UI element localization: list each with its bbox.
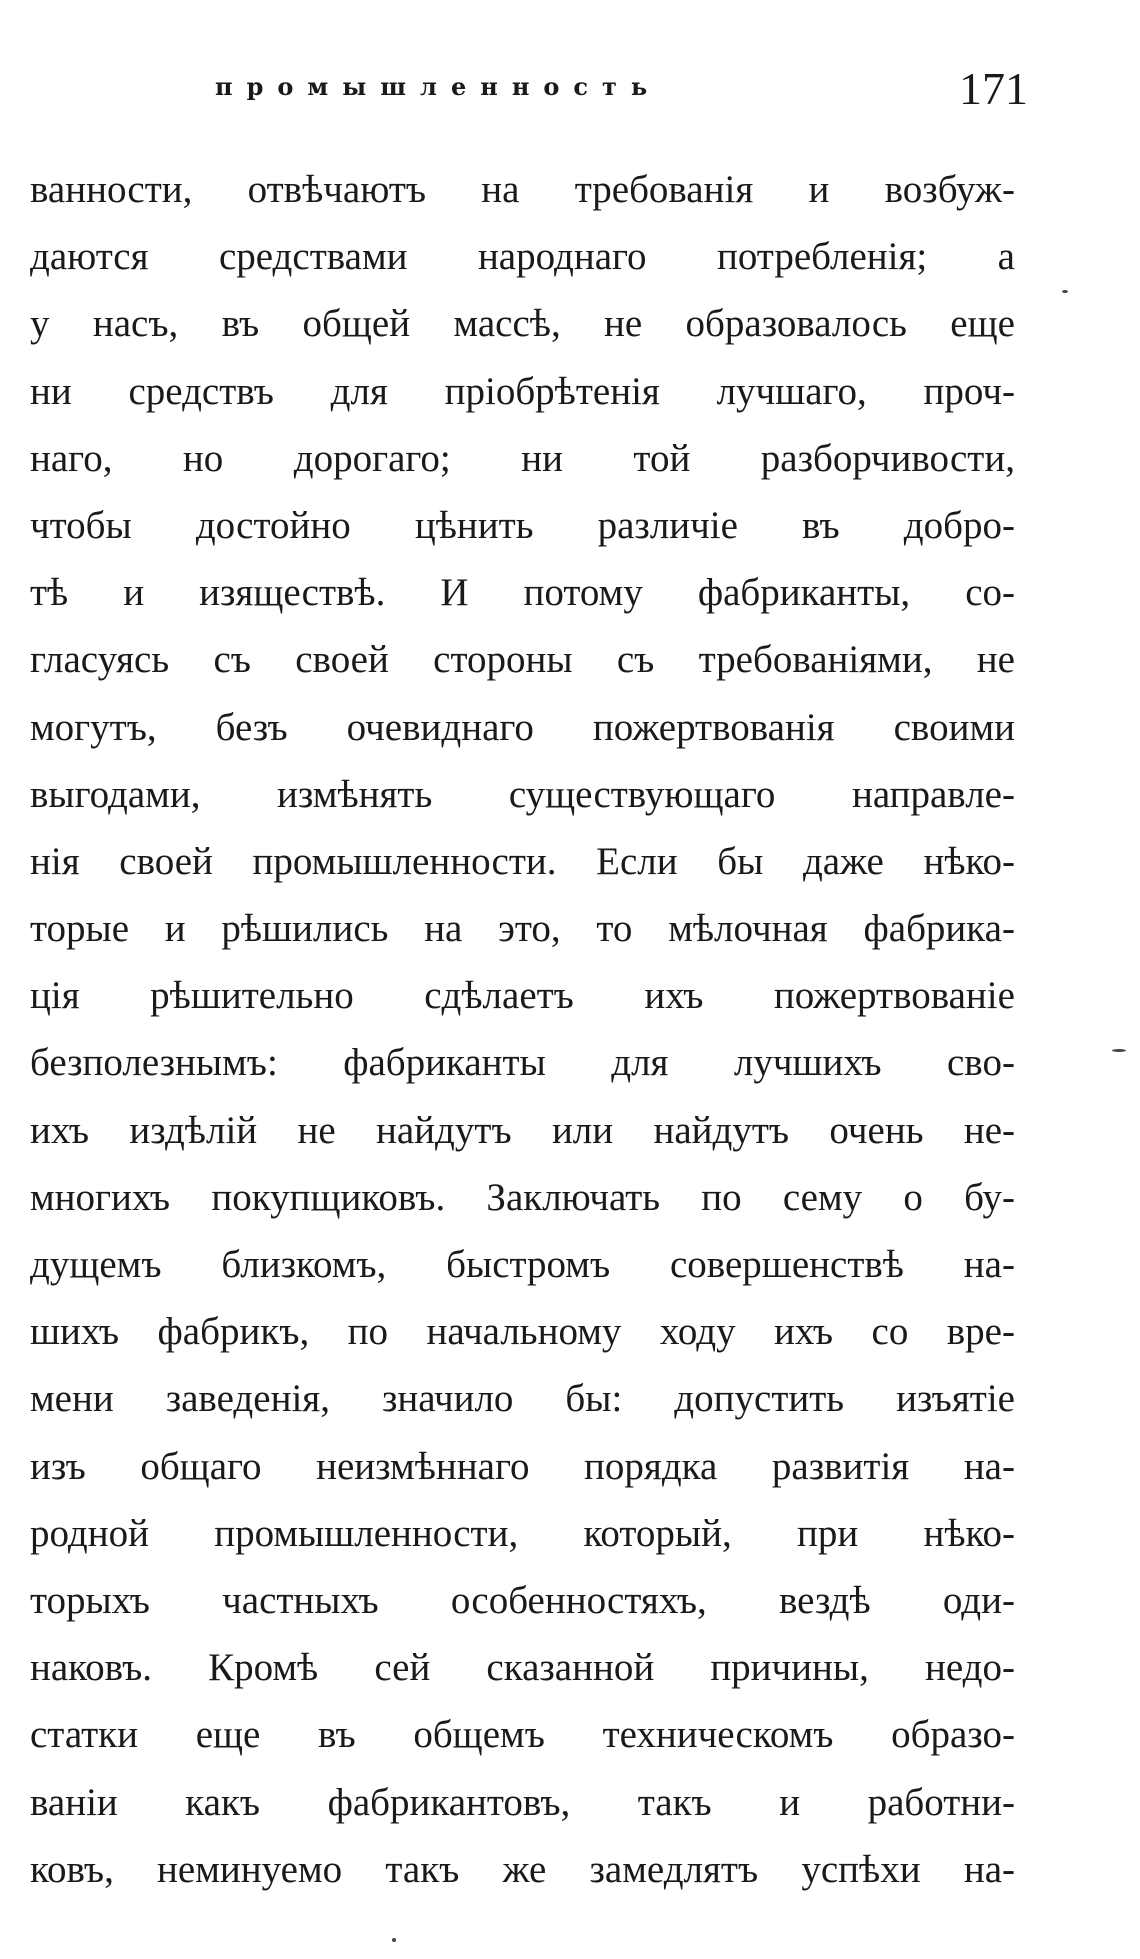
running-head-title: промышленность <box>215 72 662 101</box>
word: Заключать <box>486 1175 661 1219</box>
word: совершенствѣ <box>669 1243 904 1286</box>
word: по <box>701 1175 742 1219</box>
word: еще <box>195 1713 261 1757</box>
text-line <box>30 223 1015 290</box>
word: близкомъ, <box>221 1243 387 1286</box>
word: частныхъ <box>222 1578 379 1622</box>
word: сдѣлаетъ <box>424 974 574 1018</box>
word: своей <box>119 839 213 883</box>
word: это, <box>498 907 561 951</box>
word: ихъ <box>774 1310 834 1354</box>
word: дорогаго; <box>293 436 451 480</box>
word: по <box>347 1310 389 1354</box>
word: нѣко- <box>923 1511 1015 1555</box>
word: мѣлочная <box>668 907 828 951</box>
word: гласуясь <box>30 638 170 682</box>
print-speck <box>392 1938 396 1942</box>
text-line <box>30 1231 1015 1298</box>
word: же <box>502 1847 547 1891</box>
word: промышленности. <box>252 839 557 883</box>
word: ходу <box>659 1310 736 1354</box>
word: ни <box>30 369 72 413</box>
word: такъ <box>385 1847 460 1891</box>
word: рѣшительно <box>150 974 354 1018</box>
word: ваніи <box>30 1780 118 1824</box>
word: отвѣчаютъ <box>247 168 427 211</box>
word: рѣшились <box>221 907 389 951</box>
word: о <box>903 1175 923 1219</box>
word: общей <box>302 302 411 346</box>
word: въ <box>221 302 260 346</box>
word: своими <box>893 705 1015 749</box>
word: И <box>440 571 469 615</box>
word: развитія <box>771 1444 910 1488</box>
word: у <box>30 302 50 346</box>
word: покупщиковъ. <box>211 1175 446 1219</box>
word: различіе <box>597 503 738 547</box>
word: изъ <box>30 1444 86 1488</box>
word: вре- <box>946 1310 1015 1354</box>
text-line <box>30 156 1015 223</box>
text-line <box>30 290 1015 357</box>
word: но <box>182 436 224 480</box>
word: массѣ, <box>453 302 561 346</box>
word: съ <box>213 638 251 682</box>
word: съ <box>616 638 655 682</box>
word: заведенія, <box>165 1377 330 1421</box>
word: пожертвованія <box>592 705 835 749</box>
word: очевиднаго <box>346 705 534 749</box>
word: ція <box>30 974 80 1018</box>
text-line <box>30 761 1015 828</box>
word: направле- <box>851 772 1015 816</box>
word: бы: <box>565 1377 623 1421</box>
text-line <box>30 1298 1015 1365</box>
word: пожертвованіе <box>773 974 1015 1018</box>
word: шихъ <box>30 1310 120 1354</box>
word: для <box>330 369 388 413</box>
word: въ <box>802 503 840 547</box>
word: разборчивости, <box>760 436 1015 480</box>
word: Кромѣ <box>208 1646 319 1690</box>
word: какъ <box>185 1780 261 1824</box>
word: со- <box>965 571 1015 615</box>
word: безъ <box>215 705 288 749</box>
word: сказанной <box>486 1646 655 1690</box>
word: насъ, <box>92 302 179 346</box>
word: причины, <box>710 1646 869 1690</box>
word: многихъ <box>30 1175 171 1219</box>
text-line <box>30 694 1015 761</box>
word: цѣнить <box>414 503 534 547</box>
word: начальному <box>426 1310 622 1354</box>
word: ни <box>521 436 563 480</box>
word: выгодами, <box>30 772 201 816</box>
word: очень <box>829 1108 924 1152</box>
word: и <box>164 907 186 951</box>
word: фабрика- <box>863 907 1015 951</box>
text-line <box>30 425 1015 492</box>
word: сей <box>374 1646 431 1690</box>
word: дущемъ <box>30 1243 162 1286</box>
word: наго, <box>30 436 113 480</box>
word: измѣнять <box>277 772 433 816</box>
text-line <box>30 895 1015 962</box>
word: значило <box>381 1377 514 1421</box>
word: на <box>481 168 520 211</box>
word: на- <box>963 1847 1015 1891</box>
word: вездѣ <box>778 1578 871 1622</box>
word: еще <box>950 302 1015 346</box>
word: со <box>871 1310 909 1354</box>
text-line <box>30 358 1015 425</box>
word: средствъ <box>128 369 274 413</box>
word: допустить <box>674 1377 845 1421</box>
word: добро- <box>903 503 1015 547</box>
word: даются <box>30 235 149 279</box>
word: даже <box>802 839 884 883</box>
word: Если <box>596 839 678 883</box>
word: не- <box>963 1108 1015 1152</box>
word: или <box>551 1108 614 1152</box>
word: бы <box>717 839 764 883</box>
word: бу- <box>964 1175 1015 1219</box>
text-line <box>30 559 1015 626</box>
word: нѣко- <box>923 839 1015 883</box>
text-line <box>30 1701 1015 1768</box>
word: работни- <box>867 1780 1015 1824</box>
word: и <box>123 571 145 615</box>
word: общемъ <box>413 1713 545 1757</box>
word: наковъ. <box>30 1646 153 1690</box>
word: мени <box>30 1377 114 1421</box>
word: торые <box>30 907 130 951</box>
word: стороны <box>433 638 573 682</box>
text-line <box>30 1029 1015 1096</box>
word: лучшихъ <box>733 1041 882 1085</box>
word: оди- <box>942 1578 1015 1622</box>
word: родной <box>30 1511 149 1555</box>
word: не <box>297 1108 336 1152</box>
word: торыхъ <box>30 1578 150 1622</box>
word: на <box>424 907 463 951</box>
text-line <box>30 1836 1015 1903</box>
text-line <box>30 492 1015 559</box>
word: а <box>997 235 1015 279</box>
word: тѣ <box>30 571 69 615</box>
word: возбуж- <box>884 168 1015 211</box>
word: ихъ <box>644 974 704 1018</box>
word: чтобы <box>30 503 132 547</box>
text-line <box>30 1433 1015 1500</box>
word: проч- <box>923 369 1015 413</box>
text-line <box>30 1164 1015 1231</box>
word: безполезнымъ: <box>30 1041 278 1085</box>
word: найдутъ <box>653 1108 790 1152</box>
print-speck <box>1112 1049 1126 1052</box>
word: нія <box>30 839 80 883</box>
word: особенностяхъ, <box>450 1578 707 1622</box>
word: успѣхи <box>801 1847 921 1891</box>
word: не <box>976 638 1015 682</box>
word: фабрикъ, <box>157 1310 310 1354</box>
text-line <box>30 626 1015 693</box>
word: который, <box>583 1511 732 1555</box>
word: для <box>611 1041 669 1085</box>
word: общаго <box>140 1444 262 1488</box>
word: фабриканты, <box>697 571 911 615</box>
page-number: 171 <box>959 63 1028 114</box>
text-line <box>30 1567 1015 1634</box>
word: фабрикантовъ, <box>327 1780 571 1824</box>
word: изяществѣ. <box>199 571 386 615</box>
word: недо- <box>924 1646 1015 1690</box>
word: фабриканты <box>343 1041 546 1085</box>
text-line <box>30 1634 1015 1701</box>
word: быстромъ <box>446 1243 611 1286</box>
word: издѣлій <box>129 1108 258 1152</box>
word: потому <box>523 571 643 615</box>
word: и <box>808 168 830 211</box>
word: замедлятъ <box>589 1847 759 1891</box>
text-line <box>30 962 1015 1029</box>
word: потребленія; <box>716 235 928 279</box>
word: изъятіе <box>896 1377 1015 1421</box>
word: требованіями, <box>698 638 933 682</box>
body-text <box>30 156 1015 1903</box>
word: на- <box>963 1243 1015 1286</box>
print-speck <box>1062 290 1068 293</box>
word: сему <box>782 1175 863 1219</box>
word: не <box>604 302 643 346</box>
word: неизмѣннаго <box>316 1444 530 1488</box>
text-line <box>30 1769 1015 1836</box>
word: образо- <box>891 1713 1015 1757</box>
word: лучшаго, <box>716 369 867 413</box>
word: при <box>797 1511 859 1555</box>
word: ванности, <box>30 168 193 211</box>
word: то <box>596 907 633 951</box>
text-line <box>30 1500 1015 1567</box>
word: образовалось <box>685 302 907 346</box>
text-line <box>30 828 1015 895</box>
word: порядка <box>584 1444 718 1488</box>
word: такъ <box>637 1780 712 1824</box>
word: на- <box>963 1444 1015 1488</box>
word: статки <box>30 1713 138 1757</box>
word: существующаго <box>508 772 776 816</box>
word: въ <box>318 1713 356 1757</box>
word: могутъ, <box>30 705 157 749</box>
word: неминуемо <box>157 1847 343 1891</box>
word: сво- <box>947 1041 1015 1085</box>
word: и <box>779 1780 801 1824</box>
word: той <box>633 436 691 480</box>
word: промышленности, <box>214 1511 519 1555</box>
word: ихъ <box>30 1108 90 1152</box>
word: пріобрѣтенія <box>444 369 660 413</box>
word: средствами <box>218 235 408 279</box>
word: своей <box>295 638 389 682</box>
word: требованія <box>574 168 754 211</box>
word: техническомъ <box>602 1713 834 1757</box>
text-line <box>30 1097 1015 1164</box>
text-line <box>30 1365 1015 1432</box>
word: достойно <box>195 503 351 547</box>
word: ковъ, <box>30 1847 114 1891</box>
word: найдутъ <box>376 1108 512 1152</box>
word: народнаго <box>477 235 647 279</box>
